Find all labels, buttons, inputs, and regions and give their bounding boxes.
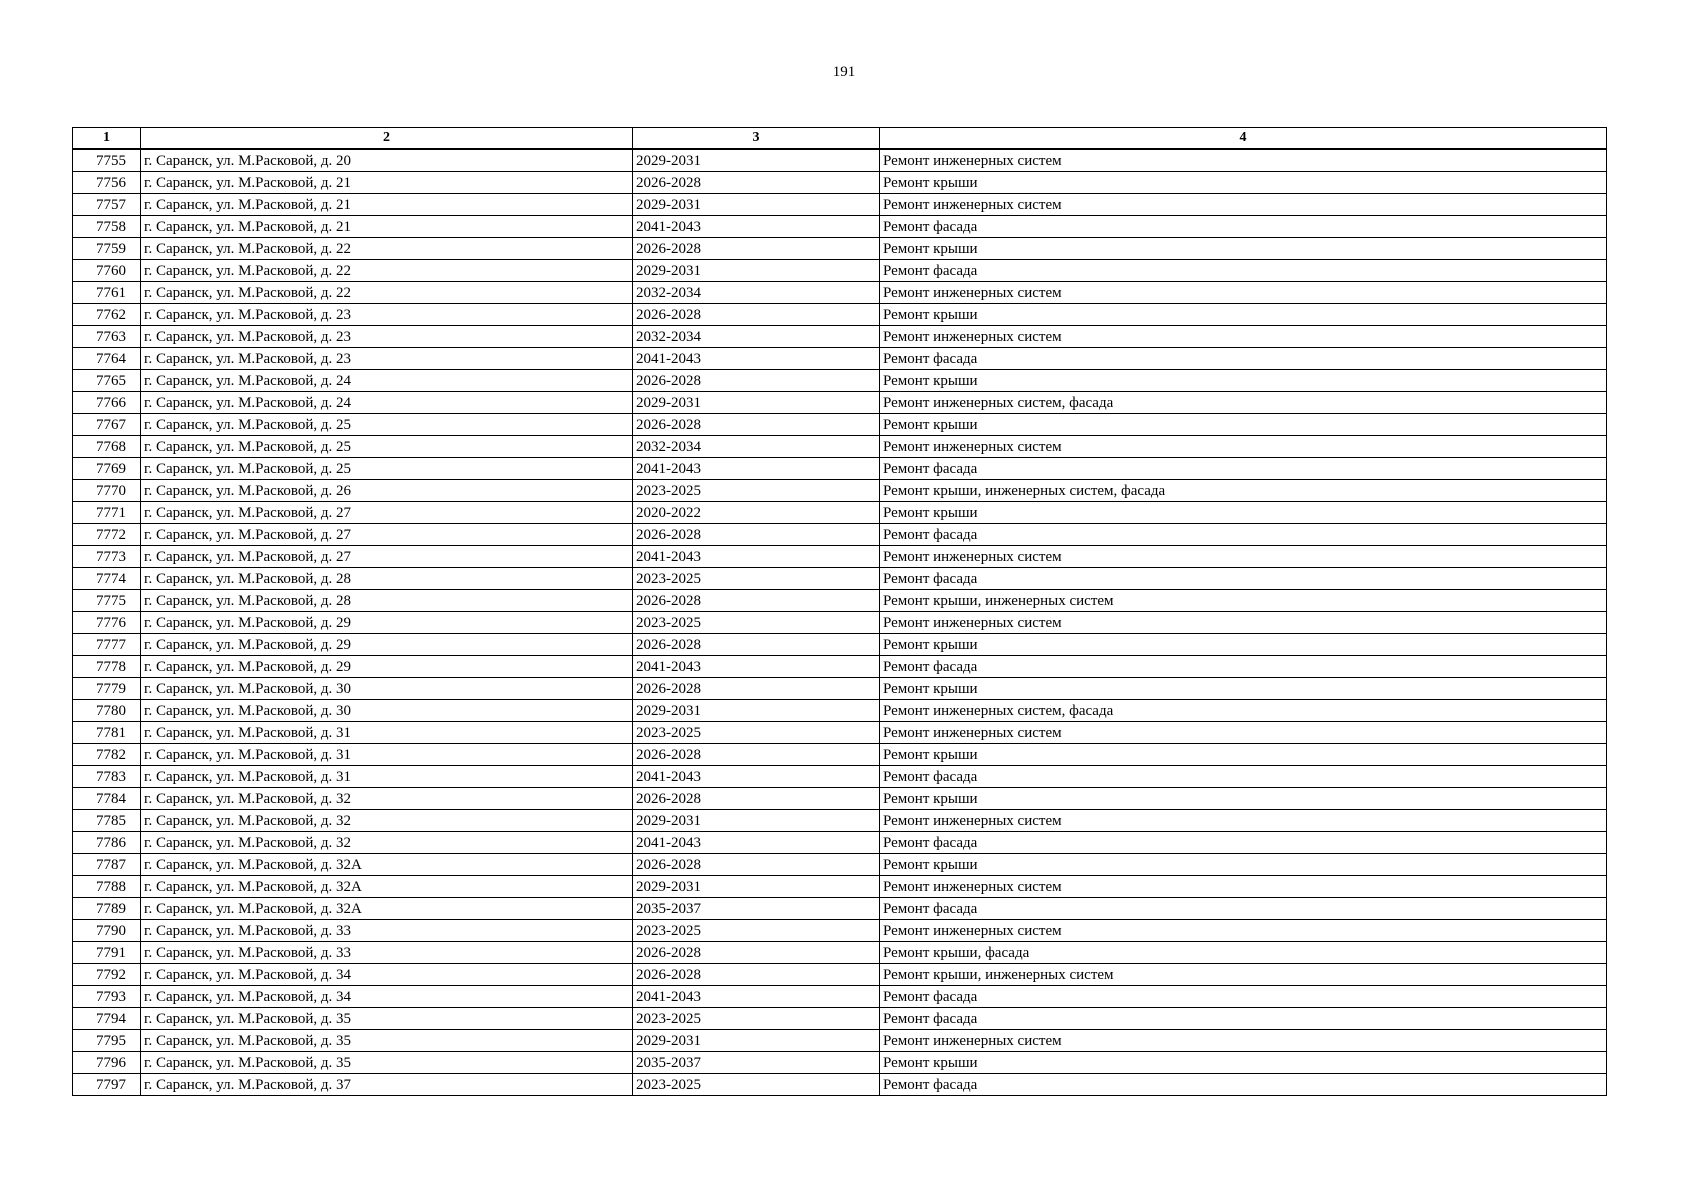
work-type-cell: Ремонт инженерных систем bbox=[880, 546, 1607, 568]
row-number-cell: 7765 bbox=[73, 370, 141, 392]
row-number-cell: 7792 bbox=[73, 964, 141, 986]
period-cell: 2026-2028 bbox=[633, 238, 880, 260]
period-cell: 2026-2028 bbox=[633, 590, 880, 612]
table-row bbox=[73, 678, 1607, 700]
period-cell: 2029-2031 bbox=[633, 876, 880, 898]
work-type-cell: Ремонт инженерных систем bbox=[880, 810, 1607, 832]
row-number-cell: 7771 bbox=[73, 502, 141, 524]
table-row bbox=[73, 458, 1607, 480]
address-cell: г. Саранск, ул. М.Расковой, д. 32А bbox=[141, 854, 633, 876]
row-number-cell: 7782 bbox=[73, 744, 141, 766]
work-type-cell: Ремонт инженерных систем, фасада bbox=[880, 392, 1607, 414]
work-type-cell: Ремонт фасада bbox=[880, 458, 1607, 480]
work-type-cell: Ремонт крыши bbox=[880, 370, 1607, 392]
row-number-cell: 7789 bbox=[73, 898, 141, 920]
period-cell: 2032-2034 bbox=[633, 326, 880, 348]
period-cell: 2032-2034 bbox=[633, 436, 880, 458]
work-type-cell: Ремонт инженерных систем bbox=[880, 1030, 1607, 1052]
period-cell: 2026-2028 bbox=[633, 942, 880, 964]
table-row bbox=[73, 810, 1607, 832]
table-row bbox=[73, 832, 1607, 854]
header-col-2: 2 bbox=[141, 128, 633, 150]
address-cell: г. Саранск, ул. М.Расковой, д. 29 bbox=[141, 634, 633, 656]
table-row bbox=[73, 238, 1607, 260]
address-cell: г. Саранск, ул. М.Расковой, д. 27 bbox=[141, 502, 633, 524]
work-type-cell: Ремонт крыши bbox=[880, 172, 1607, 194]
address-cell: г. Саранск, ул. М.Расковой, д. 21 bbox=[141, 216, 633, 238]
period-cell: 2041-2043 bbox=[633, 458, 880, 480]
table-row bbox=[73, 304, 1607, 326]
work-type-cell: Ремонт крыши bbox=[880, 414, 1607, 436]
row-number-cell: 7759 bbox=[73, 238, 141, 260]
row-number-cell: 7788 bbox=[73, 876, 141, 898]
table-row bbox=[73, 854, 1607, 876]
work-type-cell: Ремонт крыши, фасада bbox=[880, 942, 1607, 964]
address-cell: г. Саранск, ул. М.Расковой, д. 25 bbox=[141, 414, 633, 436]
table-row bbox=[73, 326, 1607, 348]
period-cell: 2023-2025 bbox=[633, 1074, 880, 1096]
row-number-cell: 7785 bbox=[73, 810, 141, 832]
row-number-cell: 7787 bbox=[73, 854, 141, 876]
work-type-cell: Ремонт фасада bbox=[880, 568, 1607, 590]
row-number-cell: 7775 bbox=[73, 590, 141, 612]
work-type-cell: Ремонт фасада bbox=[880, 656, 1607, 678]
table-row bbox=[73, 282, 1607, 304]
table-row bbox=[73, 744, 1607, 766]
work-type-cell: Ремонт фасада bbox=[880, 216, 1607, 238]
address-cell: г. Саранск, ул. М.Расковой, д. 32 bbox=[141, 810, 633, 832]
period-cell: 2041-2043 bbox=[633, 986, 880, 1008]
table-row bbox=[73, 370, 1607, 392]
work-type-cell: Ремонт инженерных систем bbox=[880, 876, 1607, 898]
row-number-cell: 7768 bbox=[73, 436, 141, 458]
period-cell: 2035-2037 bbox=[633, 898, 880, 920]
header-col-3: 3 bbox=[633, 128, 880, 150]
row-number-cell: 7772 bbox=[73, 524, 141, 546]
header-col-4: 4 bbox=[880, 128, 1607, 150]
address-cell: г. Саранск, ул. М.Расковой, д. 31 bbox=[141, 744, 633, 766]
address-cell: г. Саранск, ул. М.Расковой, д. 33 bbox=[141, 942, 633, 964]
table-row bbox=[73, 480, 1607, 502]
address-cell: г. Саранск, ул. М.Расковой, д. 23 bbox=[141, 348, 633, 370]
row-number-cell: 7796 bbox=[73, 1052, 141, 1074]
address-cell: г. Саранск, ул. М.Расковой, д. 28 bbox=[141, 590, 633, 612]
work-type-cell: Ремонт фасада bbox=[880, 986, 1607, 1008]
address-cell: г. Саранск, ул. М.Расковой, д. 30 bbox=[141, 678, 633, 700]
period-cell: 2026-2028 bbox=[633, 172, 880, 194]
table-row bbox=[73, 898, 1607, 920]
table-row bbox=[73, 920, 1607, 942]
table-row bbox=[73, 436, 1607, 458]
address-cell: г. Саранск, ул. М.Расковой, д. 32 bbox=[141, 832, 633, 854]
address-cell: г. Саранск, ул. М.Расковой, д. 23 bbox=[141, 304, 633, 326]
table-row bbox=[73, 392, 1607, 414]
work-type-cell: Ремонт крыши bbox=[880, 634, 1607, 656]
period-cell: 2029-2031 bbox=[633, 149, 880, 172]
table-row bbox=[73, 172, 1607, 194]
address-cell: г. Саранск, ул. М.Расковой, д. 32А bbox=[141, 876, 633, 898]
work-type-cell: Ремонт крыши bbox=[880, 502, 1607, 524]
period-cell: 2026-2028 bbox=[633, 304, 880, 326]
period-cell: 2026-2028 bbox=[633, 678, 880, 700]
work-type-cell: Ремонт крыши bbox=[880, 854, 1607, 876]
address-cell: г. Саранск, ул. М.Расковой, д. 22 bbox=[141, 282, 633, 304]
period-cell: 2041-2043 bbox=[633, 832, 880, 854]
period-cell: 2041-2043 bbox=[633, 216, 880, 238]
table-row bbox=[73, 260, 1607, 282]
address-cell: г. Саранск, ул. М.Расковой, д. 20 bbox=[141, 149, 633, 172]
work-type-cell: Ремонт инженерных систем bbox=[880, 326, 1607, 348]
period-cell: 2029-2031 bbox=[633, 194, 880, 216]
period-cell: 2026-2028 bbox=[633, 854, 880, 876]
address-cell: г. Саранск, ул. М.Расковой, д. 32А bbox=[141, 898, 633, 920]
table-row bbox=[73, 1074, 1607, 1096]
row-number-cell: 7797 bbox=[73, 1074, 141, 1096]
address-cell: г. Саранск, ул. М.Расковой, д. 27 bbox=[141, 546, 633, 568]
period-cell: 2029-2031 bbox=[633, 392, 880, 414]
period-cell: 2026-2028 bbox=[633, 634, 880, 656]
row-number-cell: 7763 bbox=[73, 326, 141, 348]
row-number-cell: 7769 bbox=[73, 458, 141, 480]
repair-schedule-table bbox=[72, 127, 1607, 1096]
address-cell: г. Саранск, ул. М.Расковой, д. 23 bbox=[141, 326, 633, 348]
period-cell: 2032-2034 bbox=[633, 282, 880, 304]
page-number: 191 bbox=[832, 64, 856, 80]
row-number-cell: 7766 bbox=[73, 392, 141, 414]
address-cell: г. Саранск, ул. М.Расковой, д. 35 bbox=[141, 1030, 633, 1052]
header-row bbox=[73, 128, 1607, 150]
work-type-cell: Ремонт инженерных систем bbox=[880, 612, 1607, 634]
address-cell: г. Саранск, ул. М.Расковой, д. 24 bbox=[141, 370, 633, 392]
table-row bbox=[73, 348, 1607, 370]
header-col-1: 1 bbox=[73, 128, 141, 150]
table-row bbox=[73, 942, 1607, 964]
address-cell: г. Саранск, ул. М.Расковой, д. 22 bbox=[141, 260, 633, 282]
work-type-cell: Ремонт крыши, инженерных систем bbox=[880, 964, 1607, 986]
table-row bbox=[73, 149, 1607, 172]
table-row bbox=[73, 656, 1607, 678]
row-number-cell: 7794 bbox=[73, 1008, 141, 1030]
work-type-cell: Ремонт фасада bbox=[880, 348, 1607, 370]
table-row bbox=[73, 414, 1607, 436]
table-row bbox=[73, 876, 1607, 898]
address-cell: г. Саранск, ул. М.Расковой, д. 26 bbox=[141, 480, 633, 502]
work-type-cell: Ремонт фасада bbox=[880, 524, 1607, 546]
row-number-cell: 7756 bbox=[73, 172, 141, 194]
table-row bbox=[73, 1008, 1607, 1030]
work-type-cell: Ремонт фасада bbox=[880, 260, 1607, 282]
table-row bbox=[73, 216, 1607, 238]
address-cell: г. Саранск, ул. М.Расковой, д. 37 bbox=[141, 1074, 633, 1096]
address-cell: г. Саранск, ул. М.Расковой, д. 30 bbox=[141, 700, 633, 722]
work-type-cell: Ремонт инженерных систем bbox=[880, 194, 1607, 216]
row-number-cell: 7770 bbox=[73, 480, 141, 502]
row-number-cell: 7783 bbox=[73, 766, 141, 788]
work-type-cell: Ремонт крыши, инженерных систем, фасада bbox=[880, 480, 1607, 502]
table-row bbox=[73, 766, 1607, 788]
work-type-cell: Ремонт крыши bbox=[880, 678, 1607, 700]
period-cell: 2026-2028 bbox=[633, 414, 880, 436]
table-row bbox=[73, 788, 1607, 810]
row-number-cell: 7758 bbox=[73, 216, 141, 238]
table-row bbox=[73, 502, 1607, 524]
work-type-cell: Ремонт крыши bbox=[880, 744, 1607, 766]
address-cell: г. Саранск, ул. М.Расковой, д. 24 bbox=[141, 392, 633, 414]
table-row bbox=[73, 722, 1607, 744]
period-cell: 2026-2028 bbox=[633, 964, 880, 986]
row-number-cell: 7761 bbox=[73, 282, 141, 304]
period-cell: 2020-2022 bbox=[633, 502, 880, 524]
table-row bbox=[73, 700, 1607, 722]
row-number-cell: 7780 bbox=[73, 700, 141, 722]
table-row bbox=[73, 1030, 1607, 1052]
work-type-cell: Ремонт крыши bbox=[880, 788, 1607, 810]
address-cell: г. Саранск, ул. М.Расковой, д. 27 bbox=[141, 524, 633, 546]
period-cell: 2041-2043 bbox=[633, 656, 880, 678]
row-number-cell: 7779 bbox=[73, 678, 141, 700]
table-row bbox=[73, 194, 1607, 216]
row-number-cell: 7777 bbox=[73, 634, 141, 656]
address-cell: г. Саранск, ул. М.Расковой, д. 29 bbox=[141, 612, 633, 634]
row-number-cell: 7773 bbox=[73, 546, 141, 568]
work-type-cell: Ремонт крыши bbox=[880, 304, 1607, 326]
table-row bbox=[73, 612, 1607, 634]
period-cell: 2023-2025 bbox=[633, 612, 880, 634]
row-number-cell: 7778 bbox=[73, 656, 141, 678]
address-cell: г. Саранск, ул. М.Расковой, д. 29 bbox=[141, 656, 633, 678]
address-cell: г. Саранск, ул. М.Расковой, д. 28 bbox=[141, 568, 633, 590]
period-cell: 2026-2028 bbox=[633, 524, 880, 546]
work-type-cell: Ремонт крыши bbox=[880, 238, 1607, 260]
table-row bbox=[73, 964, 1607, 986]
period-cell: 2023-2025 bbox=[633, 920, 880, 942]
period-cell: 2029-2031 bbox=[633, 1030, 880, 1052]
row-number-cell: 7790 bbox=[73, 920, 141, 942]
address-cell: г. Саранск, ул. М.Расковой, д. 35 bbox=[141, 1052, 633, 1074]
period-cell: 2026-2028 bbox=[633, 788, 880, 810]
period-cell: 2026-2028 bbox=[633, 744, 880, 766]
address-cell: г. Саранск, ул. М.Расковой, д. 22 bbox=[141, 238, 633, 260]
row-number-cell: 7784 bbox=[73, 788, 141, 810]
period-cell: 2041-2043 bbox=[633, 766, 880, 788]
row-number-cell: 7776 bbox=[73, 612, 141, 634]
row-number-cell: 7781 bbox=[73, 722, 141, 744]
period-cell: 2029-2031 bbox=[633, 700, 880, 722]
work-type-cell: Ремонт крыши, инженерных систем bbox=[880, 590, 1607, 612]
table-row bbox=[73, 568, 1607, 590]
row-number-cell: 7791 bbox=[73, 942, 141, 964]
work-type-cell: Ремонт фасада bbox=[880, 1008, 1607, 1030]
work-type-cell: Ремонт инженерных систем bbox=[880, 282, 1607, 304]
address-cell: г. Саранск, ул. М.Расковой, д. 33 bbox=[141, 920, 633, 942]
row-number-cell: 7764 bbox=[73, 348, 141, 370]
address-cell: г. Саранск, ул. М.Расковой, д. 34 bbox=[141, 964, 633, 986]
table-row bbox=[73, 634, 1607, 656]
table-row bbox=[73, 546, 1607, 568]
address-cell: г. Саранск, ул. М.Расковой, д. 21 bbox=[141, 194, 633, 216]
address-cell: г. Саранск, ул. М.Расковой, д. 32 bbox=[141, 788, 633, 810]
address-cell: г. Саранск, ул. М.Расковой, д. 21 bbox=[141, 172, 633, 194]
table-row bbox=[73, 986, 1607, 1008]
address-cell: г. Саранск, ул. М.Расковой, д. 31 bbox=[141, 766, 633, 788]
work-type-cell: Ремонт фасада bbox=[880, 766, 1607, 788]
row-number-cell: 7762 bbox=[73, 304, 141, 326]
work-type-cell: Ремонт фасада bbox=[880, 898, 1607, 920]
work-type-cell: Ремонт инженерных систем bbox=[880, 920, 1607, 942]
period-cell: 2023-2025 bbox=[633, 722, 880, 744]
work-type-cell: Ремонт фасада bbox=[880, 1074, 1607, 1096]
period-cell: 2026-2028 bbox=[633, 370, 880, 392]
period-cell: 2041-2043 bbox=[633, 348, 880, 370]
row-number-cell: 7795 bbox=[73, 1030, 141, 1052]
period-cell: 2035-2037 bbox=[633, 1052, 880, 1074]
row-number-cell: 7786 bbox=[73, 832, 141, 854]
table-row bbox=[73, 1052, 1607, 1074]
table-row bbox=[73, 590, 1607, 612]
row-number-cell: 7793 bbox=[73, 986, 141, 1008]
period-cell: 2023-2025 bbox=[633, 480, 880, 502]
row-number-cell: 7760 bbox=[73, 260, 141, 282]
work-type-cell: Ремонт крыши bbox=[880, 1052, 1607, 1074]
period-cell: 2029-2031 bbox=[633, 260, 880, 282]
table-row bbox=[73, 524, 1607, 546]
table-body bbox=[73, 149, 1607, 1096]
row-number-cell: 7755 bbox=[73, 149, 141, 172]
address-cell: г. Саранск, ул. М.Расковой, д. 35 bbox=[141, 1008, 633, 1030]
row-number-cell: 7774 bbox=[73, 568, 141, 590]
work-type-cell: Ремонт инженерных систем bbox=[880, 722, 1607, 744]
work-type-cell: Ремонт инженерных систем, фасада bbox=[880, 700, 1607, 722]
row-number-cell: 7767 bbox=[73, 414, 141, 436]
period-cell: 2023-2025 bbox=[633, 568, 880, 590]
address-cell: г. Саранск, ул. М.Расковой, д. 31 bbox=[141, 722, 633, 744]
period-cell: 2023-2025 bbox=[633, 1008, 880, 1030]
address-cell: г. Саранск, ул. М.Расковой, д. 25 bbox=[141, 436, 633, 458]
work-type-cell: Ремонт инженерных систем bbox=[880, 436, 1607, 458]
address-cell: г. Саранск, ул. М.Расковой, д. 34 bbox=[141, 986, 633, 1008]
address-cell: г. Саранск, ул. М.Расковой, д. 25 bbox=[141, 458, 633, 480]
period-cell: 2029-2031 bbox=[633, 810, 880, 832]
row-number-cell: 7757 bbox=[73, 194, 141, 216]
work-type-cell: Ремонт фасада bbox=[880, 832, 1607, 854]
period-cell: 2041-2043 bbox=[633, 546, 880, 568]
work-type-cell: Ремонт инженерных систем bbox=[880, 149, 1607, 172]
